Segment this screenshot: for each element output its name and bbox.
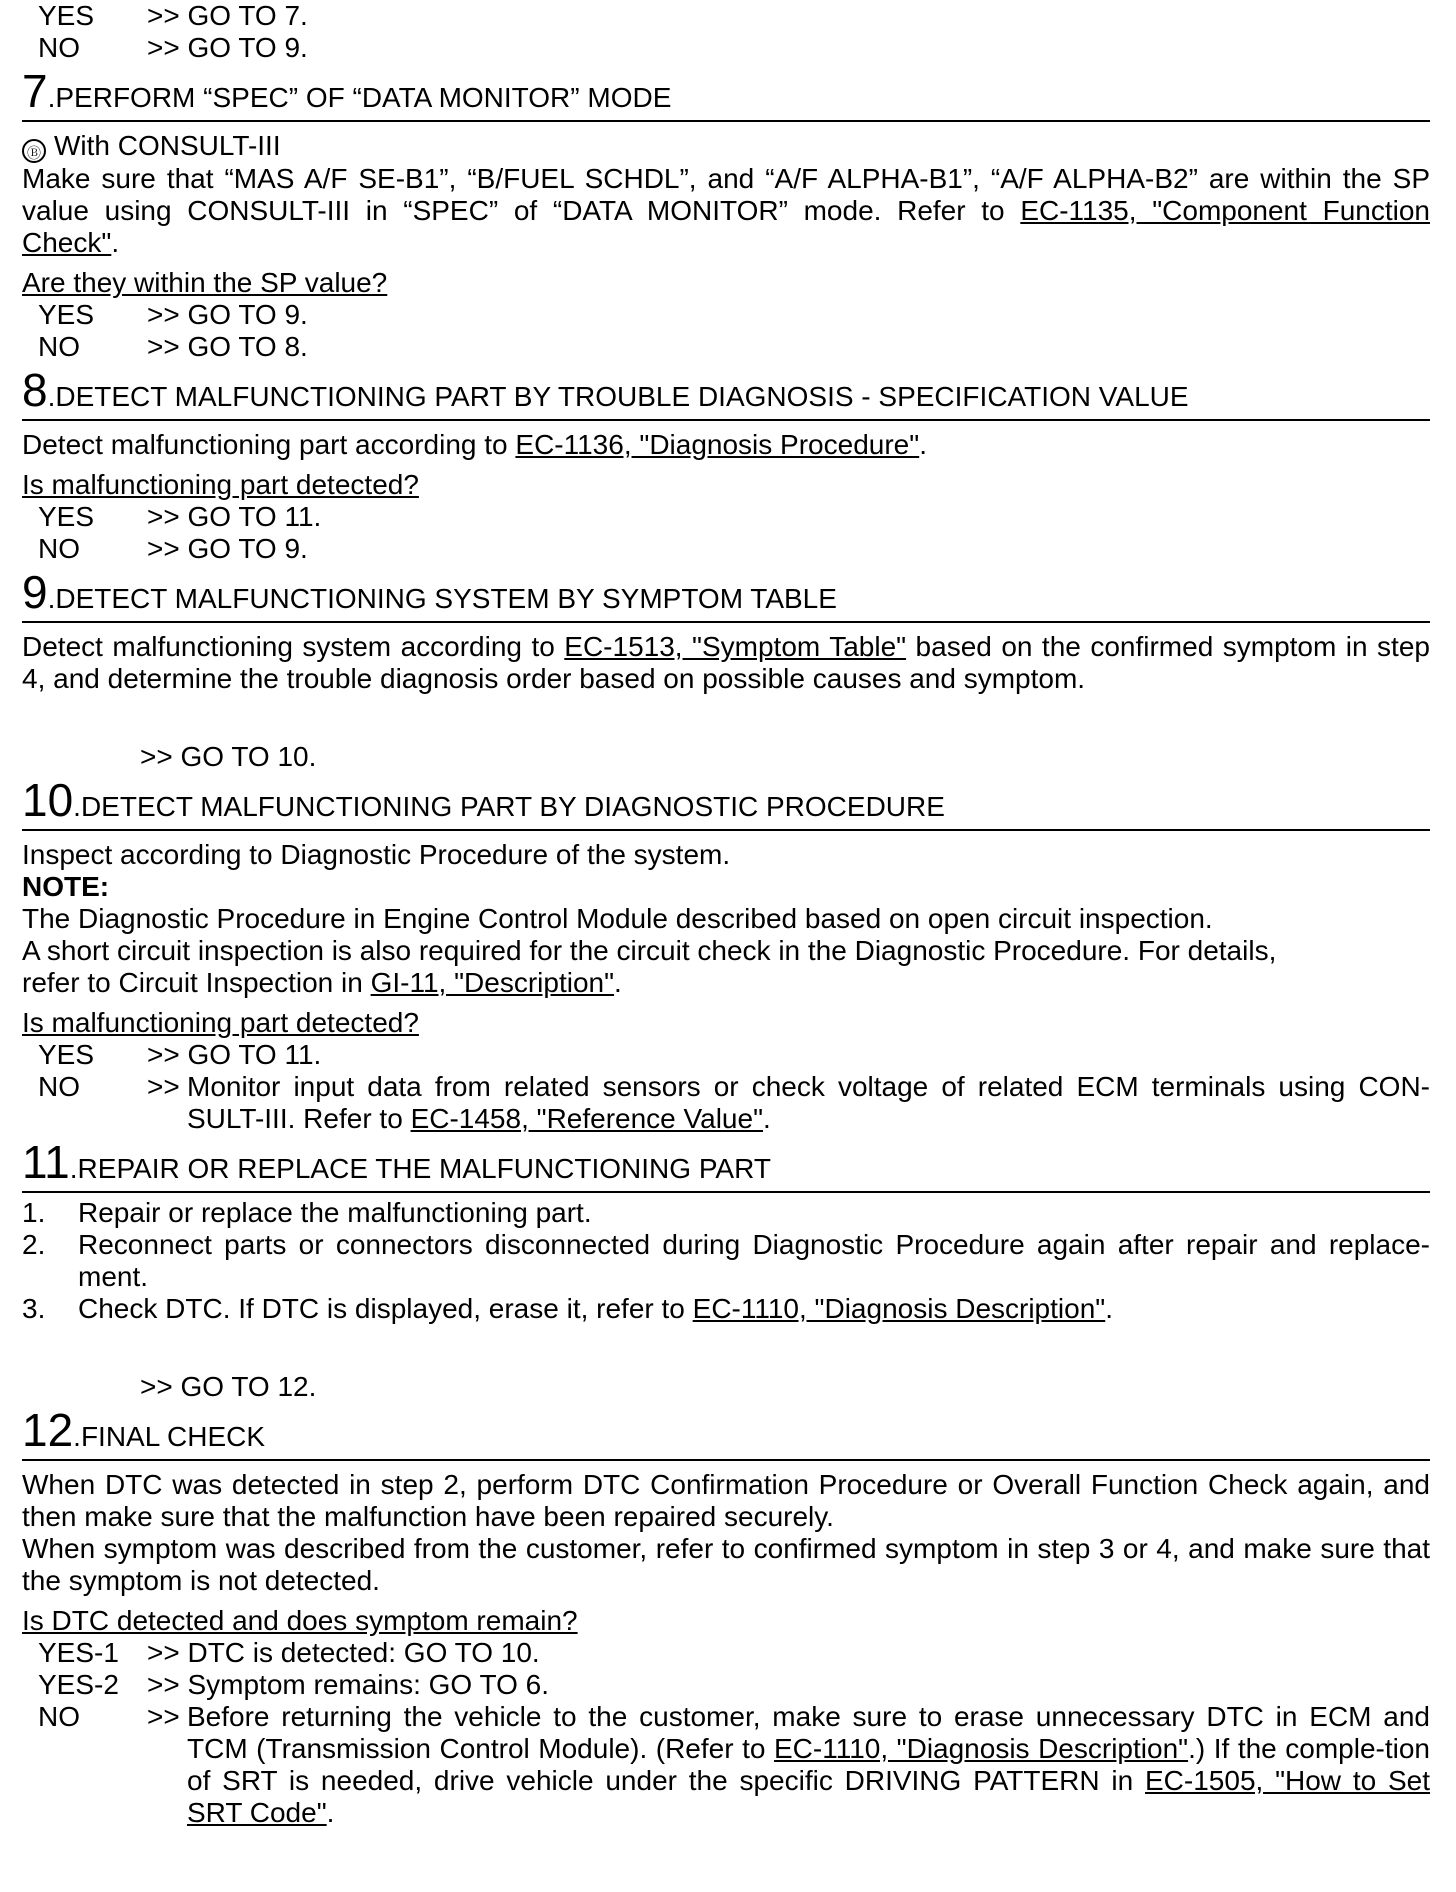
repair-steps-list [22,1197,1430,1325]
answer-text: Before returning the vehicle to the customer, make sure to erase unnecessary DTC in ECM and TCM (Transmission Control Module). (Refer to EC-1110, "Diagnosis Description".) If the comple-tion of SRT is needed, drive vehicle under the specific DRIVING PATTERN in EC-1505, "How to Set SRT Code". [187,1701,1431,1828]
answer-label: YES [38,299,95,330]
answer-row [22,299,1430,331]
note-line: refer to Circuit Inspection in GI-11, "Description". [22,967,622,998]
document-page [22,0,1430,1829]
step-7-heading: 7 . PERFORM “SPEC” OF “DATA MONITOR” MODE [22,66,1430,122]
ref-link-ec-1136[interactable]: EC-1136, "Diagnosis Procedure" [515,429,920,460]
answer-row [22,32,1430,64]
step-title: PERFORM “SPEC” OF “DATA MONITOR” MODE [55,82,672,113]
step-8-instruction: Detect malfunctioning part according to EC-1136, "Diagnosis Procedure". [22,429,927,460]
answer-row [22,0,1430,32]
step-12-heading: 12 . FINAL CHECK [22,1405,1430,1461]
step-11-body [22,1193,1430,1403]
step-9-instruction: Detect malfunctioning system according to EC-1513, "Symptom Table" based on the confirmed symptom in step 4, and determine the trouble diagnosis order based on possible causes and symptom. [22,631,1430,694]
step-number: 7 [22,65,48,117]
step-number: 9 [22,566,48,618]
answer-label: YES [38,1039,95,1070]
step-9-goto: >> GO TO 10. [140,741,317,772]
consult-icon: Ⓑ [22,139,46,163]
answer-label: YES-1 [38,1637,119,1668]
step-7-body [22,122,1430,363]
answer-row [22,1669,1430,1701]
step-9-body [22,623,1430,773]
answer-row [22,501,1430,533]
step-10-body [22,831,1430,1135]
answer-text: Monitor input data from related sensors or check voltage of related ECM terminals using CON-SULT-III. Refer to EC-1458, "Reference Value". [187,1071,1430,1134]
ref-link-ec-1505[interactable]: EC-1505, "How to Set SRT Code" [187,1765,1430,1828]
step-12-body [22,1461,1430,1829]
answer-row [22,1039,1430,1071]
step-7-question: Are they within the SP value? [22,267,388,298]
answer-label: YES [38,0,95,31]
answer-label: NO [38,32,80,63]
step-title: FINAL CHECK [80,1421,266,1452]
ref-link-ec-1110[interactable]: EC-1110, "Diagnosis Description" [773,1733,1189,1764]
answer-label: NO [38,533,80,564]
step-11-heading: 11 . REPAIR OR REPLACE THE MALFUNCTIONING PART [22,1137,1430,1193]
step-title: DETECT MALFUNCTIONING PART BY TROUBLE DIAGNOSIS - SPECIFICATION VALUE [55,381,1189,412]
step-title: REPAIR OR REPLACE THE MALFUNCTIONING PART [77,1153,771,1184]
consult-line [22,130,1430,163]
answer-text: >> GO TO 11. [147,1039,322,1070]
answer-text: >> GO TO 9. [147,32,308,63]
step-title: DETECT MALFUNCTIONING PART BY DIAGNOSTIC PROCEDURE [80,791,945,822]
step-10-heading: 10 . DETECT MALFUNCTIONING PART BY DIAGNOSTIC PROCEDURE [22,775,1430,831]
answer-row [22,1637,1430,1669]
answer-label: NO [38,1071,80,1102]
answer-label: NO [38,331,80,362]
step-8-question: Is malfunctioning part detected? [22,469,419,500]
step-7-instruction: Make sure that “MAS A/F SE-B1”, “B/FUEL SCHDL”, and “A/F ALPHA-B1”, “A/F ALPHA-B2” are within the SP value using CONSULT-III in “SPEC” of “DATA MONITOR” mode. Refer to EC-1135, "Component Function Check". [22,163,1430,258]
step-10-instruction: Inspect according to Diagnostic Procedure of the system. [22,839,731,870]
answer-text: >> GO TO 7. [147,0,308,31]
answer-label: YES [38,501,95,532]
list-item: 1. Repair or replace the malfunctioning part. [22,1197,592,1228]
ref-link-ec-1110[interactable]: EC-1110, "Diagnosis Description" [692,1293,1106,1324]
step-number: 12 [22,1404,74,1456]
step-10-question: Is malfunctioning part detected? [22,1007,419,1038]
ref-link-gi-11[interactable]: GI-11, "Description" [370,967,615,998]
step-12-paragraph: When symptom was described from the customer, refer to confirmed symptom in step 3 or 4, and make sure that the symptom is not detected. [22,1533,1430,1596]
answer-text: >> GO TO 11. [147,501,322,532]
ref-link-ec-1135[interactable]: EC-1135, "Component Function Check" [22,195,1430,258]
list-item: 3. Check DTC. If DTC is displayed, erase it, refer to EC-1110, "Diagnosis Description". [22,1293,1113,1324]
answer-row [22,331,1430,363]
note-label: NOTE: [22,871,110,902]
answer-label: YES-2 [38,1669,119,1700]
answer-row: NO >> Before returning the vehicle to the customer, make sure to erase unnecessary DTC in ECM and TCM (Transmission Control Module). (Refer to EC-1110, "Diagnosis Description".) If the comple-tion of SRT is needed, drive vehicle under the specific DRIVING PATTERN in EC-1505, "How to Set SRT Code". [22,1701,1430,1829]
step-number: 11 [22,1136,70,1188]
list-item: 2. Reconnect parts or connectors disconnected during Diagnostic Procedure again after repair and replace-ment. [22,1229,1430,1292]
step-9-heading: 9 . DETECT MALFUNCTIONING SYSTEM BY SYMPTOM TABLE [22,567,1430,623]
step-8-heading: 8 . DETECT MALFUNCTIONING PART BY TROUBLE DIAGNOSIS - SPECIFICATION VALUE [22,365,1430,421]
step-11-goto: >> GO TO 12. [140,1371,317,1402]
ref-link-ec-1458[interactable]: EC-1458, "Reference Value" [410,1103,764,1134]
answer-label: NO [38,1701,80,1732]
step-number: 8 [22,364,48,416]
answer-text: >> DTC is detected: GO TO 10. [147,1637,540,1668]
consult-label: With CONSULT-III [54,130,281,161]
step-8-body [22,421,1430,565]
step-12-question: Is DTC detected and does symptom remain? [22,1605,578,1636]
answer-text: >> Symptom remains: GO TO 6. [147,1669,549,1700]
step-number: 10 [22,774,74,826]
answer-text: >> GO TO 9. [147,299,308,330]
answer-text: >> GO TO 8. [147,331,308,362]
note-line: A short circuit inspection is also required for the circuit check in the Diagnostic Procedure. For details, [22,935,1277,966]
answer-row: NO >> Monitor input data from related sensors or check voltage of related ECM terminals using CON-SULT-III. Refer to EC-1458, "Reference Value". [22,1071,1430,1135]
step-title: DETECT MALFUNCTIONING SYSTEM BY SYMPTOM TABLE [55,583,837,614]
answer-text: >> GO TO 9. [147,533,308,564]
step-12-paragraph: When DTC was detected in step 2, perform DTC Confirmation Procedure or Overall Function Check again, and then make sure that the malfunction have been repaired securely. [22,1469,1430,1532]
answer-row [22,533,1430,565]
ref-link-ec-1513[interactable]: EC-1513, "Symptom Table" [564,631,907,662]
note-line: The Diagnostic Procedure in Engine Control Module described based on open circuit inspection. [22,903,1213,934]
